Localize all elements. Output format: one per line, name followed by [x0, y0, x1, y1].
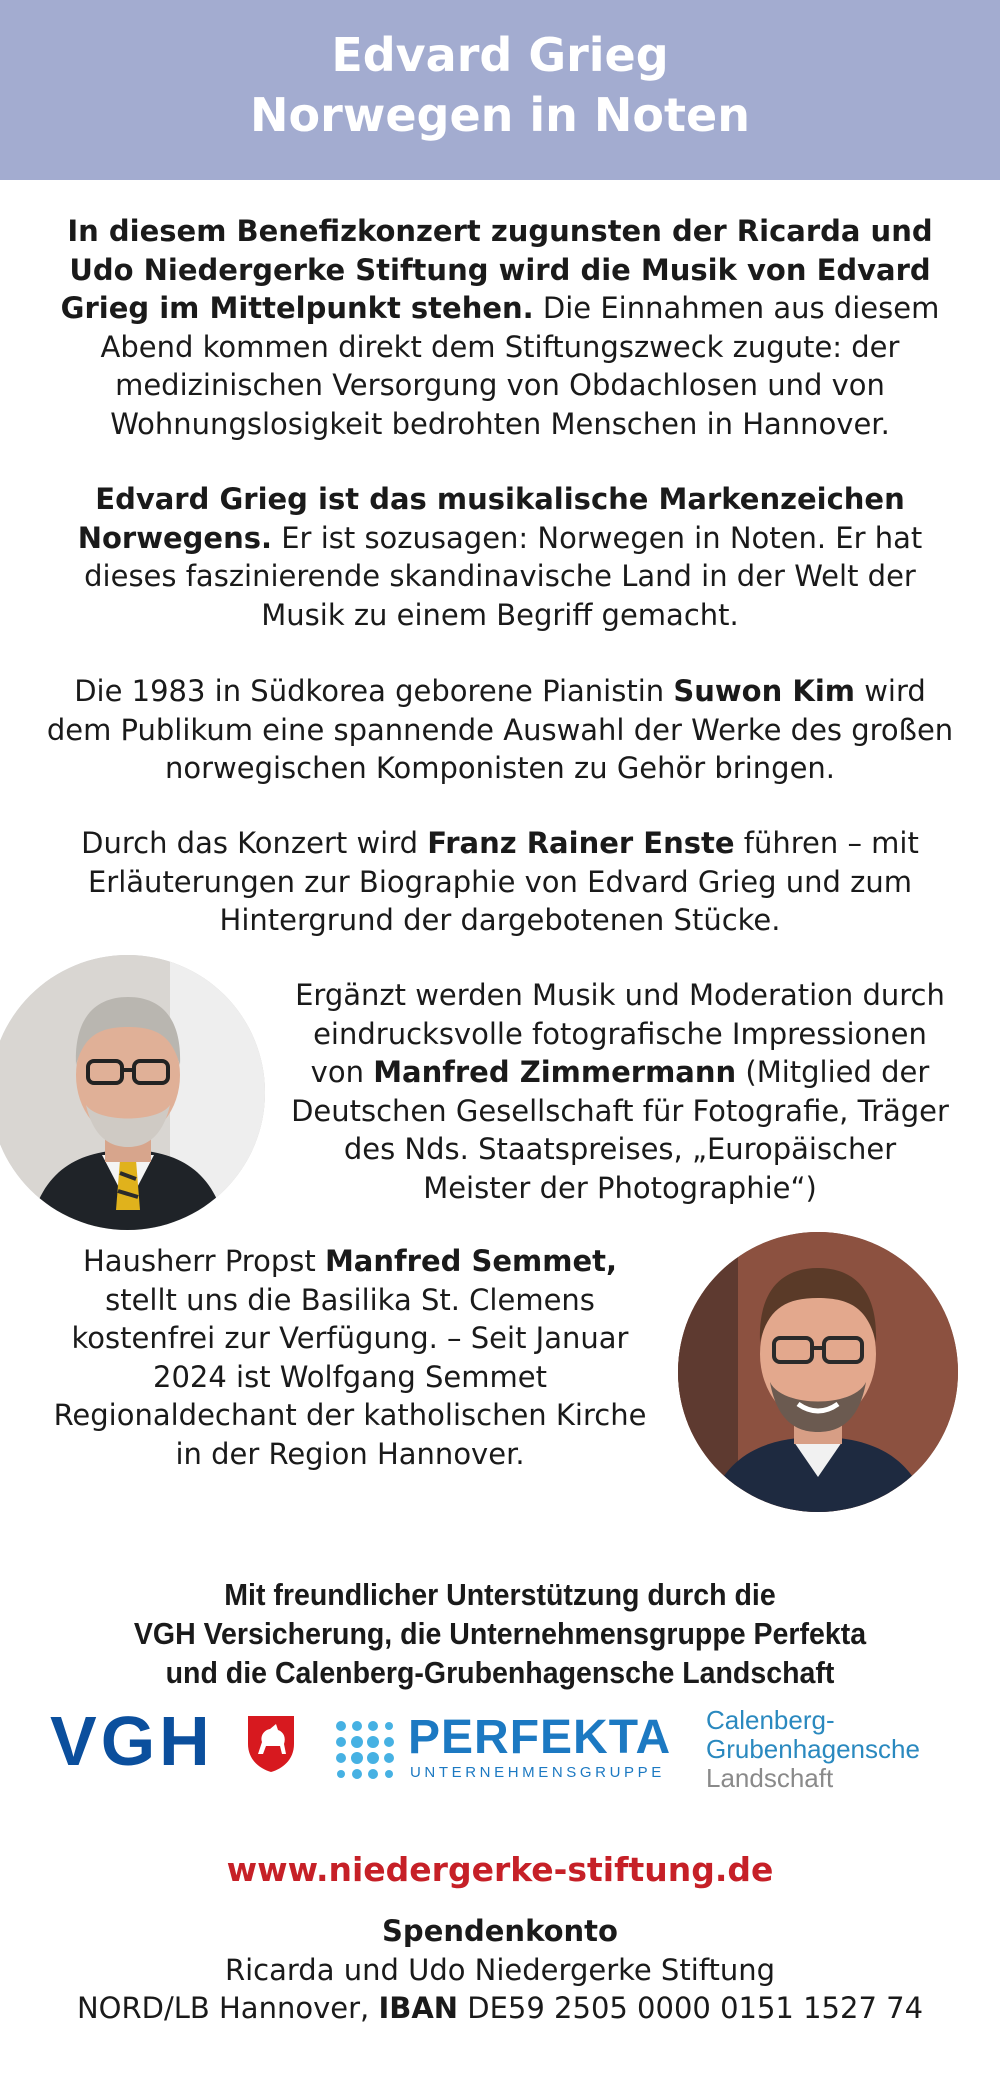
- pianist-pre: Die 1983 in Südkorea geborene Pianistin: [74, 674, 674, 708]
- iban-number: DE59 2505 0000 0151 1527 74: [458, 1991, 924, 2025]
- title-line-1: Edvard Grieg: [331, 28, 669, 82]
- photographer-post: (Mitglied der Deutschen Gesellschaft für Fotografie, Träger des Nds. Staatspreises, „Europäischer Meister der Photographie“): [291, 1055, 949, 1205]
- support-statement: [95, 1575, 905, 1692]
- calenberg-line-2: Grubenhagensche: [706, 1734, 920, 1764]
- account-title: Spendenkonto: [382, 1914, 618, 1948]
- moderator-pre: Durch das Konzert wird: [81, 826, 428, 860]
- intro-bold: In diesem Benefizkonzert zugunsten der Ricarda und Udo Niedergerke Stiftung wird die Musik von Edvard Grieg im Mittelpunkt stehen.: [60, 214, 933, 325]
- photographer-portrait: [0, 955, 265, 1230]
- moderator-paragraph: [40, 824, 960, 940]
- photographer-paragraph: [290, 976, 950, 1207]
- iban-label: IBAN: [378, 1991, 459, 2025]
- photographer-pre: Ergänzt werden Musik und Moderation durch eindrucksvolle fotografische Impressionen von: [295, 978, 945, 1089]
- calenberg-logo: [706, 1706, 920, 1793]
- moderator-post: führen – mit Erläuterungen zur Biographie von Edvard Grieg und zum Hintergrund der dargebotenen Stücke.: [87, 826, 919, 937]
- calenberg-line-3: Landschaft: [706, 1763, 834, 1793]
- host-name: Manfred Semmet,: [324, 1244, 618, 1278]
- perfekta-logo-subtitle: UNTERNEHMENSGRUPPE: [410, 1764, 665, 1781]
- support-line-1: Mit freundlicher Unterstützung durch die: [224, 1577, 776, 1612]
- vgh-logo-text: VGH: [50, 1702, 214, 1780]
- host-pre: Hausherr Propst: [82, 1244, 325, 1278]
- grieg-paragraph: [40, 480, 960, 634]
- website-link[interactable]: www.niedergerke-stiftung.de: [226, 1850, 774, 1889]
- account-holder: Ricarda und Udo Niedergerke Stiftung: [224, 1952, 776, 1987]
- host-post: stellt uns die Basilika St. Clemens kostenfrei zur Verfügung. – Seit Januar 2024 ist Wolfgang Semmet Regionaldechant der katholischen Kirche in der Region Hannover.: [53, 1282, 647, 1471]
- bank-name: NORD/LB Hannover,: [76, 1991, 379, 2025]
- dot-grid-icon: [333, 1718, 397, 1782]
- host-portrait: [678, 1232, 958, 1512]
- pianist-post: wird dem Publikum eine spannende Auswahl der Werke des großen norwegischen Komponisten zu Gehör bringen.: [46, 674, 954, 785]
- intro-text: Die Einnahmen aus diesem Abend kommen direkt dem Stiftungszweck zugute: der medizinischen Versorgung von Obdachlosen und von Wohnungslosigkeit bedrohten Menschen in Hannover.: [100, 291, 940, 441]
- horse-shield-icon: [246, 1714, 296, 1774]
- vgh-logo: [50, 1702, 300, 1780]
- grieg-bold: Edvard Grieg ist das musikalische Markenzeichen Norwegens.: [77, 482, 905, 555]
- donation-account: [0, 1912, 1000, 2028]
- header-banner: [0, 0, 1000, 180]
- support-line-3: und die Calenberg-Grubenhagensche Landschaft: [165, 1655, 835, 1690]
- perfekta-logo: [333, 1712, 673, 1784]
- calenberg-line-1: Calenberg-: [706, 1705, 835, 1735]
- title-line-2: Norwegen in Noten: [250, 88, 750, 142]
- grieg-text: Er ist sozusagen: Norwegen in Noten. Er hat dieses faszinierende skandinavische Land in der Welt der Musik zu einem Begriff gemacht.: [84, 520, 923, 632]
- pianist-name: Suwon Kim: [673, 674, 855, 708]
- pianist-paragraph: [40, 672, 960, 788]
- bank-line: [0, 1989, 1000, 2028]
- photographer-name: Manfred Zimmermann: [373, 1055, 737, 1089]
- moderator-name: Franz Rainer Enste: [427, 826, 735, 860]
- host-paragraph: [45, 1242, 655, 1473]
- support-line-2: VGH Versicherung, die Unternehmensgruppe Perfekta: [133, 1616, 867, 1651]
- perfekta-logo-text: PERFEKTA: [408, 1711, 672, 1764]
- intro-paragraph: [40, 212, 960, 443]
